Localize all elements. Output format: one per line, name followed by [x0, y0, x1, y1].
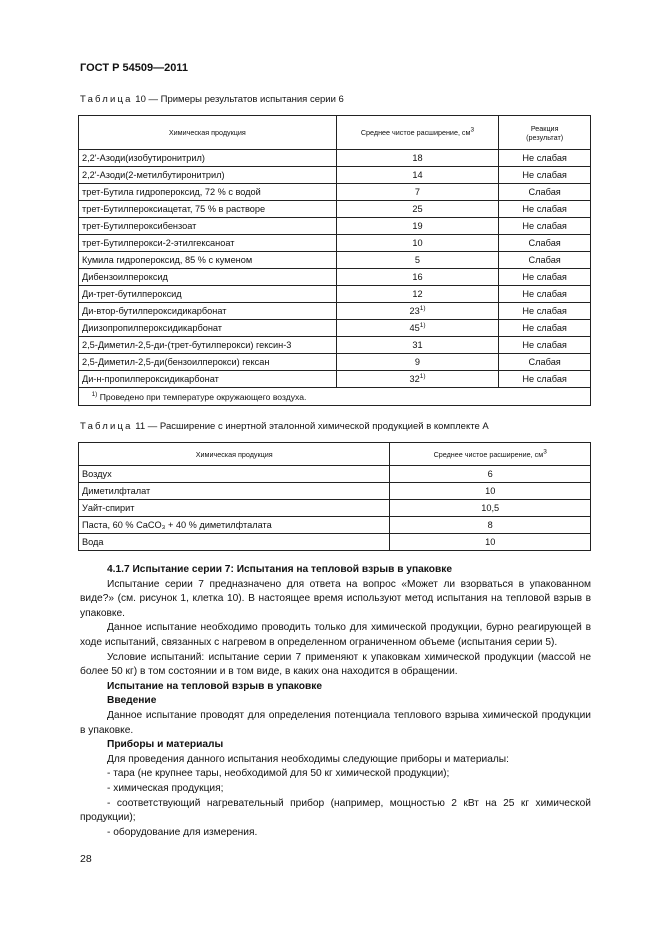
table11-header-row	[79, 443, 591, 466]
materials-heading: Приборы и материалы	[107, 739, 224, 751]
table10-cell-reaction: Слабая	[499, 235, 591, 252]
table10-cell-reaction: Не слабая	[499, 303, 591, 320]
paragraph-purpose: Испытание серии 7 предназначено для ответа на вопрос «Может ли взорваться в упакованном виде?» (см. рисунок 1, клетка 10). В настоящее время используют метод испытания на тепловой взрыв в упаковке.	[80, 578, 591, 619]
table10-caption-prefix: Таблица	[80, 94, 133, 105]
table10-cell-product: Ди-н-пропилпероксидикарбонат	[79, 371, 337, 388]
table10-col-expansion	[336, 116, 499, 150]
table10-cell-reaction: Не слабая	[499, 269, 591, 286]
table11-col-expansion-label: Среднее чистое расширение, см	[433, 449, 544, 459]
materials-item-2: - химическая продукция;	[107, 782, 224, 794]
paragraph-materials: Для проведения данного испытания необходимы следующие приборы и материалы:	[107, 753, 509, 765]
table10-cell-sup: 1)	[419, 321, 426, 329]
table10-cell-value: 5	[414, 255, 421, 265]
table10-row	[79, 150, 591, 167]
table10-cell-value: 14	[412, 170, 423, 180]
table11-caption-text: 11 — Расширение с инертной эталонной химической продукцией в комплекте А	[132, 421, 489, 432]
table10-cell-product: 2,5-Диметил-2,5-ди(бензоилперокси) гексан	[79, 354, 337, 371]
table10-cell-product: Диизопропилпероксидикарбонат	[79, 320, 337, 337]
table11-cell-product: Уайт-спирит	[79, 500, 390, 517]
table10-cell-reaction: Не слабая	[499, 218, 591, 235]
materials-item-4: - оборудование для измерения.	[107, 826, 258, 838]
table11-cell-expansion: 6	[390, 466, 591, 483]
materials-item-3: - соответствующий нагревательный прибор (например, мощностью 2 кВт на 25 кг химической продукции);	[80, 797, 591, 824]
table10-cell-reaction: Не слабая	[499, 201, 591, 218]
table10-cell-reaction: Не слабая	[499, 337, 591, 354]
table10-row	[79, 354, 591, 371]
table11-col-expansion-sup: 3	[543, 448, 547, 456]
table10	[78, 115, 591, 406]
table10-cell-reaction: Не слабая	[499, 371, 591, 388]
page-number: 28	[80, 853, 92, 865]
table10-col-reaction-line2: (результат)	[526, 132, 564, 142]
table10-cell-expansion	[336, 167, 499, 184]
table10-cell-product: 2,2'-Азоди(2-метилбутиронитрил)	[79, 167, 337, 184]
table10-col-product: Химическая продукция	[79, 116, 337, 150]
table10-row	[79, 252, 591, 269]
table10-cell-expansion	[336, 303, 499, 320]
table10-cell-expansion	[336, 269, 499, 286]
table10-row	[79, 303, 591, 320]
table10-cell-product: трет-Бутилперокси-2-этилгексаноат	[79, 235, 337, 252]
paragraph-conditions: Условие испытаний: испытание серии 7 применяют к упаковкам химической продукции (массой не более 50 кг) в том состоянии и в том виде, в каких она находится в обращении.	[80, 651, 591, 678]
table10-cell-expansion	[336, 354, 499, 371]
table10-row	[79, 320, 591, 337]
table10-note-sup: 1)	[91, 390, 98, 398]
table10-row	[79, 269, 591, 286]
table10-cell-expansion	[336, 218, 499, 235]
table11-col-expansion	[390, 443, 591, 466]
table10-cell-product: Кумила гидропероксид, 85 % с куменом	[79, 252, 337, 269]
table10-row	[79, 235, 591, 252]
table10-cell-value: 32	[409, 374, 420, 384]
table10-cell-expansion	[336, 184, 499, 201]
table10-cell-value: 10	[412, 238, 423, 248]
section-heading: 4.1.7 Испытание серии 7: Испытания на тепловой взрыв в упаковке	[107, 564, 452, 575]
table10-caption	[80, 94, 344, 105]
paragraph-intro: Данное испытание проводят для определения потенциала теплового взрыва химической продукции в упаковке.	[80, 709, 591, 736]
table10-cell-reaction: Слабая	[499, 252, 591, 269]
table10-note-row	[79, 388, 591, 406]
intro-heading: Введение	[107, 695, 157, 707]
table10-cell-product: Ди-трет-бутилпероксид	[79, 286, 337, 303]
table11-row	[79, 483, 591, 500]
table10-note	[79, 388, 591, 406]
table10-cell-value: 9	[414, 357, 421, 367]
table11-cell-expansion: 10,5	[390, 500, 591, 517]
table10-cell-sup: 1)	[419, 372, 426, 380]
table10-col-expansion-label: Среднее чистое расширение, см	[360, 128, 471, 137]
table10-row	[79, 167, 591, 184]
table10-cell-value: 25	[412, 204, 423, 214]
table10-col-expansion-sup: 3	[470, 126, 475, 134]
table10-cell-reaction: Не слабая	[499, 286, 591, 303]
table10-cell-expansion	[336, 371, 499, 388]
table10-cell-product: трет-Бутилпероксибензоат	[79, 218, 337, 235]
table11-cell-product: Воздух	[79, 466, 390, 483]
table11-cell-product: Паста, 60 % CaCO₃ + 40 % диметилфталата	[79, 517, 390, 534]
table11-cell-expansion: 10	[390, 483, 591, 500]
table10-cell-product: 2,5-Диметил-2,5-ди-(трет-бутилперокси) гексин-3	[79, 337, 337, 354]
table10-cell-expansion	[336, 320, 499, 337]
table10-cell-reaction: Не слабая	[499, 150, 591, 167]
table10-cell-expansion	[336, 252, 499, 269]
table10-cell-expansion	[336, 337, 499, 354]
table10-cell-product: Ди-втор-бутилпероксидикарбонат	[79, 303, 337, 320]
subsection-heading: Испытание на тепловой взрыв в упаковке	[107, 680, 323, 692]
table10-cell-value: 31	[412, 340, 423, 350]
table11-caption	[80, 421, 489, 432]
table11-row	[79, 466, 591, 483]
table11-row	[79, 534, 591, 551]
table10-cell-value: 18	[412, 153, 423, 163]
table10-cell-value: 12	[412, 289, 423, 299]
table10-cell-reaction: Слабая	[499, 354, 591, 371]
table10-col-reaction	[499, 116, 591, 150]
table10-cell-expansion	[336, 201, 499, 218]
table10-cell-product: трет-Бутила гидропероксид, 72 % с водой	[79, 184, 337, 201]
table10-row	[79, 201, 591, 218]
table10-cell-expansion	[336, 286, 499, 303]
table10-cell-reaction: Слабая	[499, 184, 591, 201]
table11-cell-expansion: 8	[390, 517, 591, 534]
table10-cell-reaction: Не слабая	[499, 167, 591, 184]
table10-row	[79, 184, 591, 201]
table10-cell-expansion	[336, 150, 499, 167]
table10-cell-value: 45	[409, 323, 420, 333]
table10-cell-value: 16	[412, 272, 423, 282]
table11-row	[79, 517, 591, 534]
table10-row	[79, 337, 591, 354]
table10-cell-product: 2,2'-Азоди(изобутиронитрил)	[79, 150, 337, 167]
table10-cell-sup: 1)	[419, 304, 426, 312]
table10-row	[79, 371, 591, 388]
table11-cell-product: Вода	[79, 534, 390, 551]
table10-cell-value: 23	[409, 306, 420, 316]
table10-cell-reaction: Не слабая	[499, 320, 591, 337]
standard-header: ГОСТ Р 54509—2011	[80, 62, 188, 74]
table10-row	[79, 286, 591, 303]
table10-cell-product: Дибензоилпероксид	[79, 269, 337, 286]
table10-cell-value: 19	[412, 221, 423, 231]
table11-row	[79, 500, 591, 517]
table11-cell-expansion: 10	[390, 534, 591, 551]
table11-caption-prefix: Таблица	[80, 421, 133, 432]
materials-item-1: - тара (не крупнее тары, необходимой для 50 кг химической продукции);	[107, 768, 450, 780]
table10-row	[79, 218, 591, 235]
table11-cell-product: Диметилфталат	[79, 483, 390, 500]
table10-cell-expansion	[336, 235, 499, 252]
table11	[78, 442, 591, 551]
table10-cell-value: 7	[414, 187, 421, 197]
table10-caption-text: 10 — Примеры результатов испытания серии 6	[132, 94, 344, 105]
table11-col-product: Химическая продукция	[79, 443, 390, 466]
table10-note-text: Проведено при температуре окружающего воздуха.	[97, 391, 307, 402]
section-body	[80, 563, 591, 840]
table10-cell-product: трет-Бутилпероксиацетат, 75 % в растворе	[79, 201, 337, 218]
paragraph-applicability: Данное испытание необходимо проводить только для химической продукции, бурно реагирующей в ходе испытаний, связанных с нагревом в определенном ограниченном объеме (испытания серии 5).	[80, 622, 591, 648]
table10-col-reaction-line1: Реакция	[530, 123, 559, 133]
table10-header-row	[79, 116, 591, 150]
